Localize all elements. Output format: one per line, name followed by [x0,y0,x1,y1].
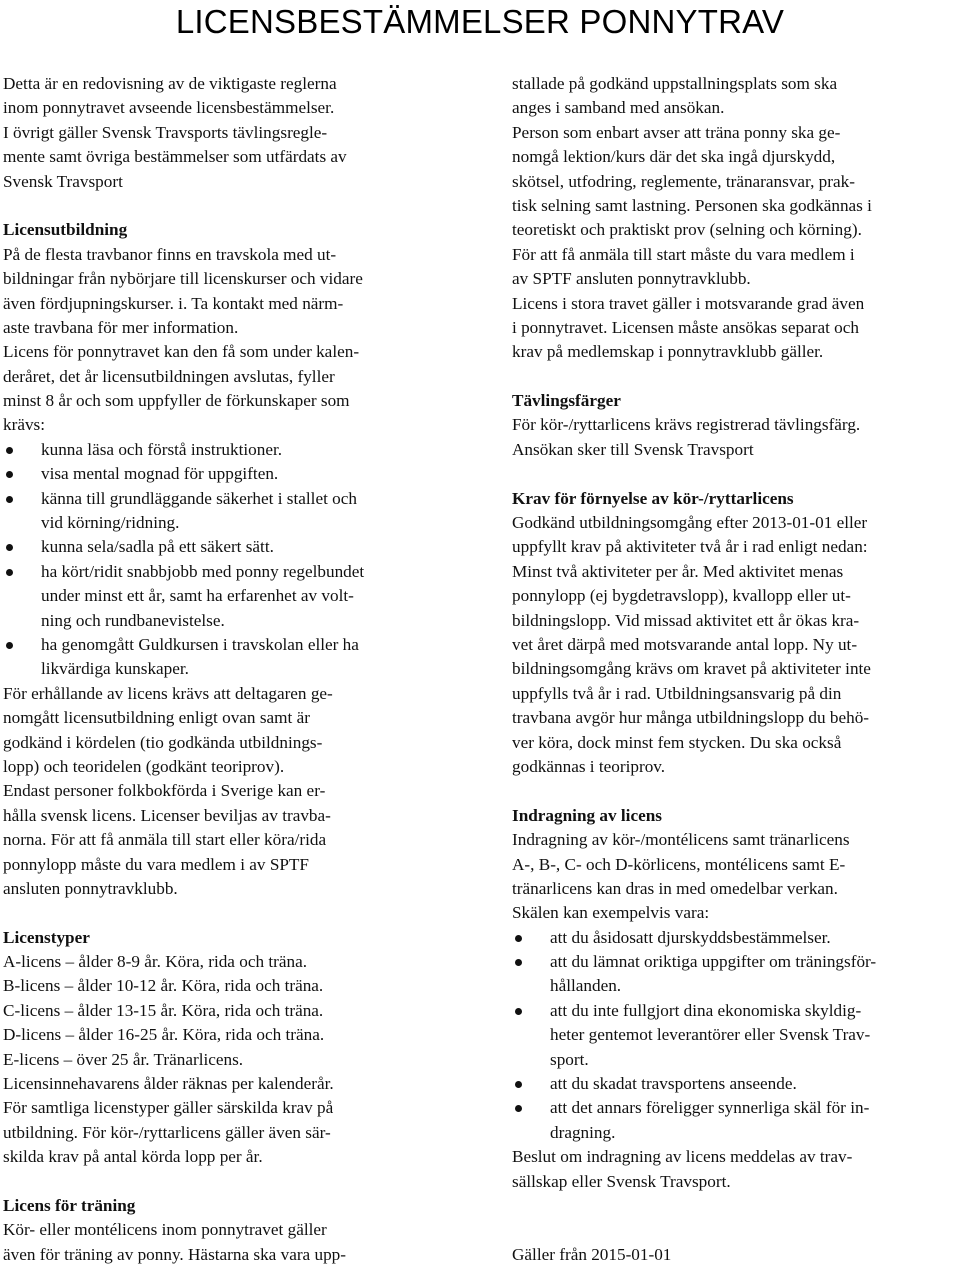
text-line: Licens för ponnytravet kan den få som under kalen- [3,342,360,362]
text-line: utbildning. För kör-/ryttarlicens gäller även sär- [3,1122,331,1142]
text-line: Kör- eller montélicens inom ponnytravet gäller [3,1220,327,1240]
right-column [512,72,960,1267]
text-line: D-licens – ålder 16-25 år. Köra, rida och träna. [3,1025,325,1045]
text-line: att du inte fullgjort dina ekonomiska skyldig- [550,1000,862,1020]
text-line: anges i samband med ansökan. [512,98,725,118]
text-line: Detta är en redovisning av de viktigaste reglerna [3,74,337,93]
left-column [3,72,453,1267]
text-line: stallade på godkänd uppstallningsplats som ska [512,74,838,93]
text-line: i ponnytravet. Licensen måste ansökas separat och [512,317,859,337]
bullet-dot-icon [515,1081,522,1088]
text-line: ver köra, dock minst fem stycken. Du ska också [512,732,842,752]
text-line: skötsel, utfodring, reglemente, tränaransvar, prak- [512,171,855,191]
bullet-dot-icon [6,642,13,649]
text-line: sällskap eller Svensk Travsport. [512,1171,731,1191]
text-line: C-licens – ålder 13-15 år. Köra, rida och träna. [3,1000,324,1020]
bullet-dot-icon [6,471,13,478]
section-heading: Indragning av licens [512,805,662,825]
text-line: även fördjupningskurser. i. Ta kontakt med närm- [3,293,344,313]
text-line: vid körning/ridning. [41,513,180,533]
bullet-item [512,1072,960,1096]
spacer [3,194,453,218]
text-line: känna till grundläggande säkerhet i stallet och [41,488,357,508]
text-line: ha genomgått Guldkursen i travskolan eller ha [41,634,359,654]
text-line: ha kört/ridit snabbjobb med ponny regelbundet [41,561,365,581]
text-line: hållanden. [550,976,622,996]
section-heading: Licenstyper [3,927,90,947]
text-line: För erhållande av licens krävs att deltagaren ge- [3,683,333,703]
footer-date: Gäller från 2015-01-01 [512,1244,672,1264]
bullet-item [3,487,453,536]
text-line: godkännas i teoriprov. [512,756,666,776]
text-line: visa mental mognad för uppgiften. [41,464,279,484]
text-line: lopp) och teoridelen (godkänt teoriprov). [3,756,285,776]
bullet-dot-icon [6,447,13,454]
bullet-dot-icon [515,1008,522,1015]
text-line: godkänd i kördelen (tio godkända utbildnings- [3,732,323,752]
bullet-item [512,1096,960,1145]
page-title: LICENSBESTÄMMELSER PONNYTRAV [175,3,785,40]
text-line: För samtliga licenstyper gäller särskilda krav på [3,1098,334,1118]
text-line: nomgått licensutbildning enligt ovan samt är [3,708,310,728]
bullet-item [512,926,960,950]
text-line: Endast personer folkbokförda i Sverige kan er- [3,781,326,801]
text-line: teoretiskt och praktiskt prov (selning och körning). [512,220,862,240]
section-heading: Licens för träning [3,1195,136,1215]
bullet-dot-icon [515,935,522,942]
text-line: sport. [550,1049,589,1069]
text-line: heter gentemot leverantörer eller Svensk Trav- [550,1025,871,1045]
spacer [512,1218,960,1242]
text-line: även för träning av ponny. Hästarna ska vara upp- [3,1244,346,1264]
text-line: bildningsomgång krävs om kravet på aktiviteter inte [512,659,871,679]
text-line: tisk selning samt lastning. Personen ska godkännas i [512,195,872,215]
text-line: A-licens – ålder 8-9 år. Köra, rida och träna. [3,952,307,972]
text-line: E-licens – över 25 år. Tränarlicens. [3,1049,244,1069]
text-line: inom ponnytravet avseende licensbestämmelser. [3,98,335,118]
text-line: ponnylopp måste du vara medlem i av SPTF [3,854,309,874]
text-line: Licens i stora travet gäller i motsvarande grad även [512,293,865,313]
bullet-dot-icon [515,1105,522,1112]
text-line: minst 8 år och som uppfyller de förkunskaper som [3,391,350,411]
text-line: aste travbana för mer information. [3,317,239,337]
bullet-item [3,462,453,486]
text-line: ning och rundbanevistelse. [41,610,225,630]
bullet-item [3,535,453,559]
text-line: bildningslopp. Vid missad aktivitet ett år ökas kra- [512,610,860,630]
text-line: Svensk Travsport [3,171,123,191]
text-line: Minst två aktiviteter per år. Med aktivitet menas [512,561,844,581]
bullet-item [3,438,453,462]
text-line: För att få anmäla till start måste du vara medlem i [512,244,855,264]
text-line: bildningar från nybörjare till licenskurser och vidare [3,269,363,289]
text-line: travbana avgör hur många utbildningslopp du behö- [512,708,870,728]
text-line: På de flesta travbanor finns en travskola med ut- [3,244,337,264]
spacer [3,901,453,925]
text-line: att du åsidosatt djurskyddsbestämmelser. [550,927,831,947]
text-line: Beslut om indragning av licens meddelas av trav- [512,1147,853,1167]
bullet-dot-icon [6,496,13,503]
text-line: Godkänd utbildningsomgång efter 2013-01-01 eller [512,513,868,533]
text-line: tränarlicens kan dras in med omedelbar verkan. [512,878,838,898]
bullet-dot-icon [6,569,13,576]
spacer [512,462,960,486]
text-line: Skälen kan exempelvis vara: [512,903,710,923]
text-line: krav på medlemskap i ponnytravklubb gäller. [512,342,824,362]
text-line: Licensinnehavarens ålder räknas per kalenderår. [3,1074,334,1094]
text-line: kunna läsa och förstå instruktioner. [41,439,283,459]
text-line: uppfyllt krav på aktiviteter två år i rad enligt nedan: [512,537,868,557]
text-line: Indragning av kör-/montélicens samt tränarlicens [512,830,850,850]
text-line: skilda krav på antal körda lopp per år. [3,1147,263,1167]
text-line: B-licens – ålder 10-12 år. Köra, rida och träna. [3,976,324,996]
text-line: likvärdiga kunskaper. [41,659,189,679]
text-line: att det annars föreligger synnerliga skäl för in- [550,1098,870,1118]
bullet-item [512,999,960,1072]
text-line: A-, B-, C- och D-körlicens, montélicens samt E- [512,854,846,874]
text-line: mente samt övriga bestämmelser som utfärdats av [3,147,347,167]
bullet-dot-icon [515,959,522,966]
text-line: Person som enbart avser att träna ponny ska ge- [512,122,841,142]
text-line: att du lämnat oriktiga uppgifter om träningsför- [550,952,877,972]
text-line: deråret, det år licensutbildningen avslutas, fyller [3,366,335,386]
text-line: För kör-/ryttarlicens krävs registrerad tävlingsfärg. [512,415,861,435]
text-line: vet året därpå med motsvarande antal lopp. Ny ut- [512,634,858,654]
bullet-dot-icon [6,544,13,551]
text-line: hålla svensk licens. Licenser beviljas av travba- [3,805,331,825]
bullet-item [3,633,453,682]
text-line: ponnylopp (ej bygdetravslopp), kvallopp eller ut- [512,586,851,606]
bullet-item [3,560,453,633]
section-heading: Licensutbildning [3,220,128,240]
section-heading: Krav för förnyelse av kör-/ryttarlicens [512,488,794,508]
text-line: av SPTF ansluten ponnytravklubb. [512,269,751,289]
text-line: att du skadat travsportens anseende. [550,1074,797,1094]
spacer [512,365,960,389]
spacer [3,1170,453,1194]
text-line: I övrigt gäller Svensk Travsports tävlingsregle- [3,122,328,142]
text-line: dragning. [550,1122,616,1142]
text-line: uppfylls två år i rad. Utbildningsansvarig på din [512,683,842,703]
bullet-item [512,950,960,999]
text-line: norna. För att få anmäla till start eller köra/rida [3,830,327,850]
spacer [512,779,960,803]
text-line: Ansökan sker till Svensk Travsport [512,439,754,459]
text-line: ansluten ponnytravklubb. [3,878,178,898]
text-line: under minst ett år, samt ha erfarenhet av volt- [41,586,354,606]
spacer [512,1194,960,1218]
text-line: krävs: [3,415,46,435]
section-heading: Tävlingsfärger [512,391,621,411]
text-line: nomgå lektion/kurs där det ska ingå djurskydd, [512,147,836,167]
text-line: kunna sela/sadla på ett säkert sätt. [41,537,274,557]
